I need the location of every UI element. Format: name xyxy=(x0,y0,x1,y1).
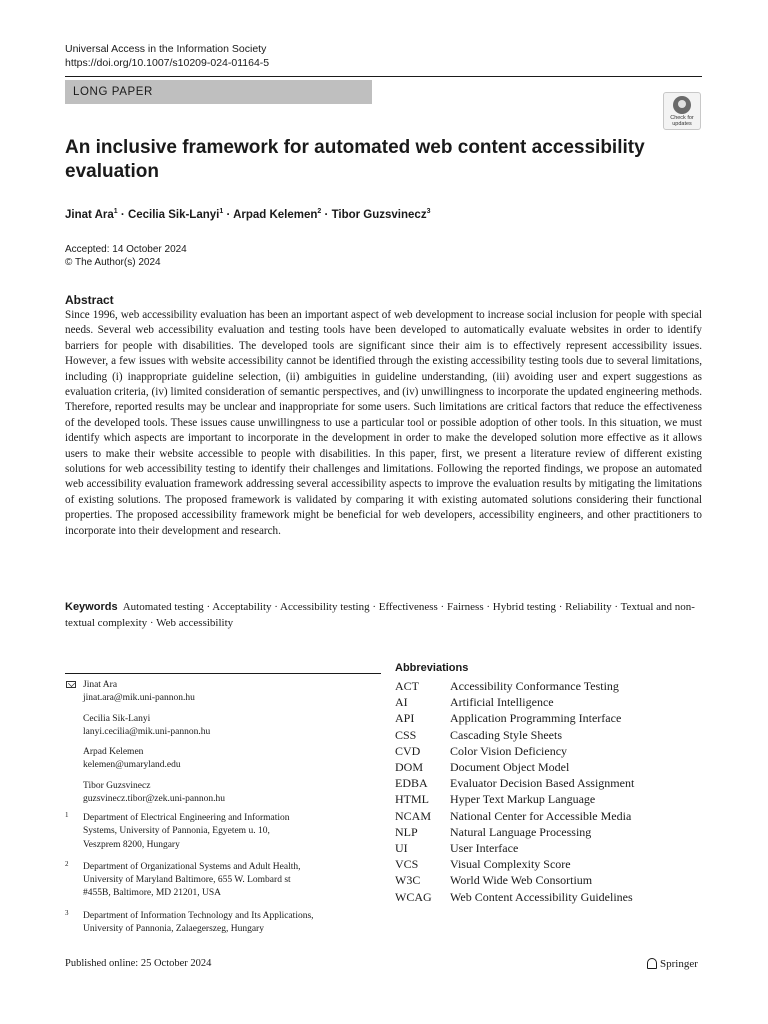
springer-horse-icon xyxy=(647,958,657,969)
affiliation-line: Veszprem 8200, Hungary xyxy=(83,839,180,850)
contact-email[interactable]: lanyi.cecilia@mik.uni-pannon.hu xyxy=(83,726,211,737)
abbreviation-row xyxy=(395,808,634,824)
publication-dates xyxy=(65,243,187,269)
abbreviation-expansion: Natural Language Processing xyxy=(450,824,592,839)
affiliation-number: 1 xyxy=(65,811,69,819)
contact-entry xyxy=(65,780,381,807)
affiliation-number: 3 xyxy=(65,908,69,917)
section-label: LONG PAPER xyxy=(65,80,372,104)
affiliation-entry xyxy=(65,812,381,852)
author-name: Arpad Kelemen xyxy=(233,208,318,221)
abbreviation-row xyxy=(395,710,634,726)
abstract-text: Since 1996, web accessibility evaluation has been an important aspect of web development to increase social inclusion for people with special needs. Several web accessibility evaluation and testing tools have been developed to automatically evaluate websites in order to identify barriers for people with disabilities. The developed tools are significant since their aim is to effectively represent accessibility issues. However, a few issues with website accessibility cannot be identified through the existing accessibility testing tools due to several limitations, including (i) inappropriate guideline selection, (ii) ambiguities in guideline understanding, (iii) avoiding user and expert suggestions as evaluation criteria, (iv) limited consideration of semantic perspectives, and (iv) unwillingness to incorporate the updated engineering methods. Therefore, reported results may be unclear and inappropriate for some users. Such limitations are critical factors that reduce the effectiveness of the developed tools. These issues cause unwillingness to use a particular tool or possible adoption of other tools. In this situation, we must identify which aspects are important to incorporate in the development in order to make the developed solution more effective as it allows users to make their website accessible to people with disabilities. In this paper, first, we present a literature review of different existing solutions for web accessibility testing to identify their challenges and limitations. Following the reported findings, we propose an automated web accessibility evaluation framework addressing several accessibility aspects to improve the evaluation results by mitigating the limitations of existing solutions. The proposed framework is validated by comparing it with existing automated solutions considering their functional properties. The proposed accessibility framework might be beneficial for web developers, accessibility engineers, and other practitioners to incorporate into their development and research. xyxy=(65,309,702,537)
abbreviation-row xyxy=(395,791,634,807)
check-label-line2: updates xyxy=(672,121,692,127)
abbreviation-expansion: Evaluator Decision Based Assignment xyxy=(450,776,635,791)
contact-email[interactable]: guzsvinecz.tibor@zek.uni-pannon.hu xyxy=(83,794,225,805)
author-affiliation: 3 xyxy=(426,208,431,215)
abbreviation-row xyxy=(395,694,634,710)
footnote-rule xyxy=(65,673,381,674)
contact-entry xyxy=(65,713,381,740)
abbreviation-row xyxy=(395,727,634,743)
affiliation-line: University of Pannonia, Zalaegerszeg, Hungary xyxy=(83,924,264,935)
abbreviation-expansion: World Wide Web Consortium xyxy=(450,873,593,888)
abbreviation: CVD xyxy=(395,743,421,758)
abbreviation: VCS xyxy=(395,857,419,872)
affiliation-entry xyxy=(65,861,381,901)
author-name: Cecilia Sik-Lanyi xyxy=(127,208,220,221)
abbreviation-expansion: User Interface xyxy=(450,841,519,856)
check-label-line1: Check for xyxy=(670,115,694,121)
update-check-icon xyxy=(673,96,691,114)
abbreviation-row xyxy=(395,759,634,775)
abbreviation-row xyxy=(395,840,634,856)
abbreviation: WCAG xyxy=(395,889,432,904)
abbreviation-expansion: Hyper Text Markup Language xyxy=(450,792,596,807)
check-for-updates-badge[interactable] xyxy=(663,92,701,130)
abbreviation: CSS xyxy=(395,727,417,742)
abbreviation-expansion: National Center for Accessible Media xyxy=(450,808,632,823)
author-name: Tibor Guzsvinecz xyxy=(331,208,427,221)
affiliation-line: University of Maryland Baltimore, 655 W. Lombard st xyxy=(83,875,291,886)
publisher-logo xyxy=(647,958,698,970)
copyright: © The Author(s) 2024 xyxy=(65,257,161,268)
abbreviation: AI xyxy=(395,695,408,710)
abbreviation-row xyxy=(395,872,634,888)
abbreviation-row xyxy=(395,856,634,872)
contact-entry xyxy=(65,679,381,706)
affiliation-line: Department of Information Technology and Its Applications, xyxy=(83,910,314,921)
abbreviation-expansion: Artificial Intelligence xyxy=(450,695,554,710)
abbreviation-row xyxy=(395,824,634,840)
abbreviation: DOM xyxy=(395,760,424,775)
header-rule xyxy=(65,76,702,77)
contact-entry xyxy=(65,746,381,773)
contact-email[interactable]: kelemen@umaryland.edu xyxy=(83,760,181,771)
envelope-icon xyxy=(66,681,76,688)
author-affiliation: 2 xyxy=(317,208,322,215)
abbreviations-heading: Abbreviations xyxy=(395,662,469,674)
paper-title: An inclusive framework for automated web content accessibility evaluation xyxy=(65,137,645,182)
affiliation-line: Systems, University of Pannonia, Egyetem u. 10, xyxy=(83,826,270,837)
abbreviation-expansion: Document Object Model xyxy=(450,760,570,775)
abbreviation-row xyxy=(395,775,634,791)
abstract-heading: Abstract xyxy=(65,293,114,307)
affiliations xyxy=(65,812,381,945)
author-contacts xyxy=(65,679,381,813)
abbreviation: API xyxy=(395,711,415,726)
abbreviation: W3C xyxy=(395,873,421,888)
contact-email[interactable]: jinat.ara@mik.uni-pannon.hu xyxy=(83,693,195,704)
abbreviation-expansion: Visual Complexity Score xyxy=(450,857,571,872)
keywords-list: Automated testing · Acceptability · Accessibility testing · Effectiveness · Fairness · Hybrid testing · Reliability · Textual and non-textual complexity · Web accessibility xyxy=(65,601,695,629)
abbreviations-list xyxy=(395,678,634,905)
journal-header xyxy=(65,42,269,70)
contact-name: Tibor Guzsvinecz xyxy=(83,780,151,791)
affiliation-entry xyxy=(65,910,381,937)
doi-link[interactable]: https://doi.org/10.1007/s10209-024-01164-5 xyxy=(65,57,270,69)
abbreviation-expansion: Application Programming Interface xyxy=(450,711,622,726)
contact-name: Cecilia Sik-Lanyi xyxy=(83,713,151,724)
affiliation-line: Department of Electrical Engineering and Information xyxy=(83,813,290,823)
abbreviation: EDBA xyxy=(395,776,428,791)
abbreviation: UI xyxy=(395,841,408,856)
abbreviation: ACT xyxy=(395,679,419,693)
affiliation-number: 2 xyxy=(65,859,69,868)
abbreviation-expansion: Accessibility Conformance Testing xyxy=(450,679,619,693)
accepted-date: Accepted: 14 October 2024 xyxy=(65,244,187,255)
abbreviation-expansion: Cascading Style Sheets xyxy=(450,727,562,742)
affiliation-line: Department of Organizational Systems and Adult Health, xyxy=(83,861,301,872)
abbreviation-row xyxy=(395,678,634,694)
abbreviation: NCAM xyxy=(395,808,432,823)
abbreviation: HTML xyxy=(395,792,429,807)
abbreviation-row xyxy=(395,743,634,759)
abbreviation-expansion: Color Vision Deficiency xyxy=(450,743,568,758)
abbreviation-expansion: Web Content Accessibility Guidelines xyxy=(450,889,633,904)
keywords-heading: Keywords xyxy=(65,601,118,613)
affiliation-line: #455B, Baltimore, MD 21201, USA xyxy=(83,888,222,899)
published-online: Published online: 25 October 2024 xyxy=(65,958,212,969)
author-affiliation: 1 xyxy=(113,208,118,215)
author-list: Jinat Ara$^1$ · Cecilia Sik-Lanyi$^1$ · Arpad Kelemen$^2$ · Tibor Guzsvinecz$^3$ xyxy=(65,208,431,221)
journal-name: Universal Access in the Information Society xyxy=(65,43,267,55)
author-name: Jinat Ara xyxy=(65,208,114,221)
abbreviation: NLP xyxy=(395,824,418,839)
contact-name: Arpad Kelemen xyxy=(83,747,144,758)
author-affiliation: 1 xyxy=(219,208,224,215)
abbreviation-row xyxy=(395,889,634,905)
keywords-block xyxy=(65,600,702,631)
contact-name: Jinat Ara xyxy=(83,680,118,690)
publisher-name: Springer xyxy=(660,958,698,970)
